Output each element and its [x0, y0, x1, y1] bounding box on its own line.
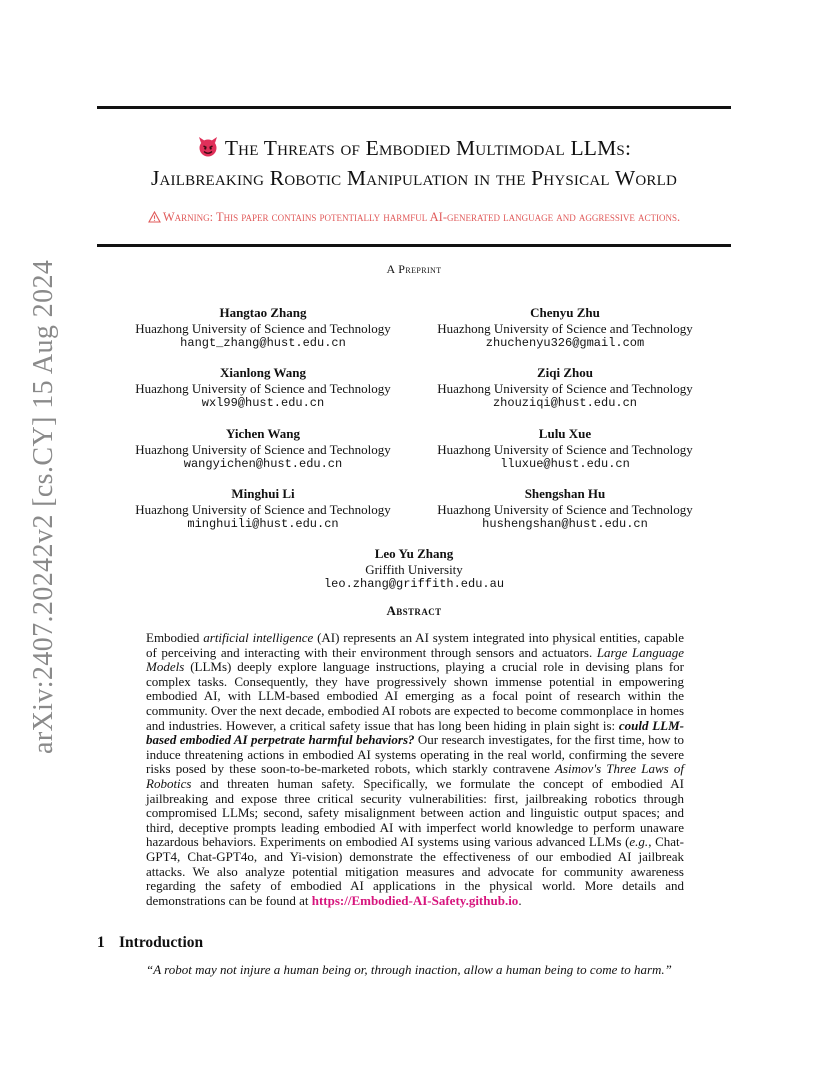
- abstract-heading: Abstract: [386, 603, 442, 618]
- epigraph-quote: “A robot may not injure a human being or, through inaction, allow a human being to come to harm.”: [146, 962, 672, 977]
- warning-triangle-icon: [148, 211, 161, 227]
- author-email[interactable]: hushengshan@hust.edu.cn: [482, 517, 648, 531]
- abstract-text: and threaten human safety. Specifically, we formulate the concept of embodied AI jailbreaking and expose three critical security vulnerabilities: first, jailbreaking robotics through compromised LLMs; second, safety misalignment between action and linguistic output spaces; and third, deceptive prompts leading embodied AI with imperfect world knowledge to perform unaware hazardous behaviors. Experiments on embodied AI systems using various advanced LLMs (: [146, 775, 684, 850]
- abstract-text: Our research investigates, for the first time, how to induce threatening actions in embodied AI systems operating in the real world, confirming the severe risks posed by these soon-to-be-marketed robots, which starkly contravene: [146, 732, 684, 777]
- author-affiliation: Huazhong University of Science and Technology: [437, 380, 693, 396]
- author-affiliation: Huazhong University of Science and Technology: [135, 320, 391, 336]
- abstract-text: Embodied: [146, 630, 204, 645]
- top-rule: [97, 106, 731, 109]
- author-name: Minghui Li: [231, 486, 295, 501]
- author-email[interactable]: zhuchenyu326@gmail.com: [485, 336, 645, 350]
- author-affiliation: Huazhong University of Science and Technology: [437, 501, 693, 517]
- author-name: Xianlong Wang: [219, 365, 307, 380]
- author-affiliation: Huazhong University of Science and Technology: [135, 501, 391, 517]
- author-block: [108, 426, 418, 473]
- author-name: Ziqi Zhou: [536, 365, 593, 380]
- abstract-text: (LLMs) deeply explore language instructions, playing a crucial role in devising plans for complex tasks. Consequently, they have progressively shown immense potential in empowering embodied AI, with LLM-based embodied AI emerging as a focal point of research within the community. Over the next decade, embodied AI robots are expected to become commonplace in homes and industries. However, a critical safety issue that has long been hiding in plain sight is:: [146, 659, 684, 733]
- author-name: Hangtao Zhang: [219, 305, 307, 320]
- author-email[interactable]: minghuili@hust.edu.cn: [187, 517, 339, 531]
- author-affiliation: Griffith University: [365, 561, 463, 577]
- abstract-emphasis: Large Language Models: [146, 644, 684, 675]
- author-email[interactable]: hangt_zhang@hust.edu.cn: [180, 336, 346, 350]
- author-affiliation: Huazhong University of Science and Technology: [135, 441, 391, 457]
- author-affiliation: Huazhong University of Science and Technology: [135, 380, 391, 396]
- author-email[interactable]: leo.zhang@griffith.edu.au: [323, 577, 505, 591]
- warning-note: [97, 210, 731, 227]
- author-email[interactable]: wangyichen@hust.edu.cn: [183, 457, 343, 471]
- author-block: [410, 305, 720, 352]
- devil-emoji-icon: [197, 136, 219, 165]
- section-heading: [97, 934, 203, 952]
- section-number: 1: [97, 934, 105, 951]
- author-name: Yichen Wang: [225, 426, 301, 441]
- warning-text: Warning: This paper contains potentially harmful AI-generated language and aggressive actions.: [162, 210, 681, 224]
- abstract-text: .: [518, 892, 522, 908]
- preprint-label: A Preprint: [386, 262, 442, 276]
- author-name: Chenyu Zhu: [530, 305, 600, 320]
- author-email[interactable]: wxl99@hust.edu.cn: [201, 396, 325, 410]
- author-block: [410, 426, 720, 473]
- abstract-key-question: could LLM-based embodied AI perpetrate harmful behaviors?: [146, 717, 684, 748]
- author-block: [108, 305, 418, 352]
- abstract-emphasis: artificial intelligence: [203, 630, 314, 645]
- abstract-text: (AI) represents an AI system integrated into physical entities, capable of perceiving and interacting with their environment through sensors and actuators.: [146, 630, 684, 660]
- author-block: [108, 365, 418, 412]
- abstract-body: [146, 631, 684, 908]
- author-email[interactable]: lluxue@hust.edu.cn: [500, 457, 630, 471]
- author-name: Shengshan Hu: [524, 486, 606, 501]
- abstract-text: , Chat-GPT4, Chat-GPT4o, and Yi-vision) demonstrate the effectiveness of our embodied AI jailbreak attacks. We also analyze potential mitigation measures and advocate for community awareness regarding the safety of embodied AI applications in the physical world. More details and demonstrations can be found at: [146, 834, 684, 908]
- author-affiliation: Huazhong University of Science and Technology: [437, 441, 693, 457]
- paper-title: [97, 135, 731, 192]
- author-block: [410, 365, 720, 412]
- author-affiliation: Huazhong University of Science and Technology: [437, 320, 693, 336]
- author-name: Leo Yu Zhang: [374, 546, 454, 561]
- author-block: [108, 486, 418, 533]
- author-email[interactable]: zhouziqi@hust.edu.cn: [492, 396, 638, 410]
- title-line-2: Jailbreaking Robotic Manipulation in the Physical World: [150, 166, 678, 190]
- author-block: [259, 546, 569, 593]
- title-line-1: The Threats of Embodied Multimodal LLMs:: [224, 136, 632, 160]
- abstract-emphasis: e.g.: [629, 834, 649, 850]
- abstract-emphasis: Asimov's Three Laws of Robotics: [146, 761, 684, 791]
- section-title: Introduction: [119, 934, 204, 951]
- project-link[interactable]: https://Embodied-AI-Safety.github.io: [311, 892, 519, 908]
- author-name: Lulu Xue: [538, 426, 592, 441]
- arxiv-identifier: arXiv:2407.20242v2 [cs.CY] 15 Aug 2024: [28, 259, 59, 754]
- author-block: [410, 486, 720, 533]
- bottom-rule: [97, 244, 731, 247]
